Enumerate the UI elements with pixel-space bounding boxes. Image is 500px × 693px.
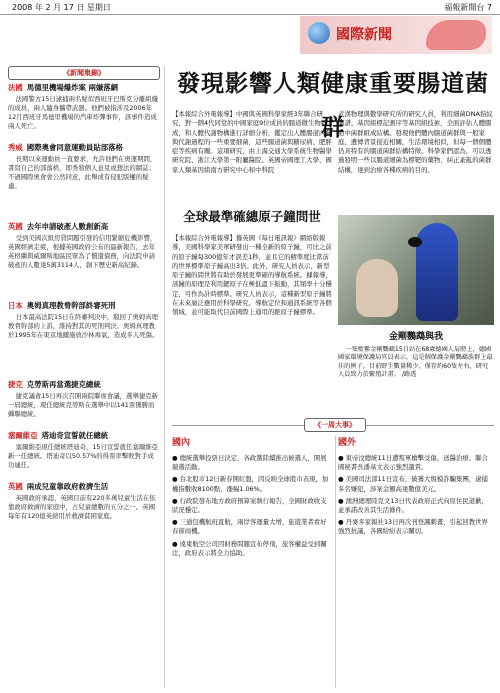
news-item: [4, 298, 164, 377]
news-item-title: [8, 83, 160, 93]
domestic-news: [172, 436, 332, 688]
news-item: [4, 479, 164, 530]
photo-caption: 一隻藍紫金剛鸚鵡15日站在68歲德國人肩膀上，德國國家環境保護局官員表示，這是個保護金剛鸚鵡族群上最佳的例子。目前野生數量稀少，僅存約60隻左右，研究人員致力於繁殖計畫。 /路透: [338, 346, 493, 379]
news-list: [4, 80, 164, 530]
news-item-body: 英國政府承認，英國目前有220多萬兒童生活在依靠政府救濟的家庭中，占兒童總數的五分之一。英國每年有120億英鎊用於救濟貧困家庭。: [8, 494, 156, 520]
news-item-title: [8, 301, 160, 311]
news-item-place: 捷克: [8, 380, 23, 389]
news-item-headline: 塔迪奇宣誓就任總統: [41, 431, 109, 440]
week-title: 《一周大事》: [304, 418, 366, 432]
news-item-body: 捷克議會15日再次召開兩院聯席會議，選舉捷克新一屆總統，現任總統克勞斯在選舉中以141票獲勝而蟬聯總統。: [8, 392, 159, 418]
week-item: ● 澳洲總理陸克文13日代表政府正式向原住民道歉，並承諾改善其生活條件。: [338, 496, 488, 515]
news-item-body: 日本最高法院15日在終審判決中，駁回了奧姆真理教脅幹部的上訴，維持對其的死刑判決。奧姆真理教於1995年在東京地鐵施放沙林毒氣，造成多人死傷。: [8, 313, 159, 339]
week-item: ● 丹麥多家報社13日再次刊登諷刺畫，引起回教世界強烈抗議，各國紛紛表示關切。: [338, 518, 488, 536]
international-label: 國外: [338, 438, 357, 448]
news-item-headline: 兩成兒童靠政府救濟生活: [26, 482, 109, 491]
top-bar: [0, 0, 500, 15]
column-divider: [335, 436, 336, 688]
week-header: [172, 418, 494, 432]
news-item-body: 受到美國次級房貸問題引發的信用緊縮危機影響，英國經濟走疲，根據英國政府公布的最新報告，去年英格蘭與威爾斯地區民眾為了償還債務，向法院申請破產的人數達5萬3114人，創下歷史新高紀錄。: [8, 234, 157, 269]
atomic-clock-body: 【本報綜合外電報導】據英國《每日電訊報》網絡版報導，美國科學家美軍研發出一種全新的原子鐘，可比之前的原子鐘每300億年才誤差1秒，並且它的精準度比當前的世界標準原子鐘高出3倍。此外，研究人員表示，新型原子鐘的問世將有助於發展更準確的導航系統。據報導，該鐘的原理是利用鍶原子在極低溫下振動，其頻率十分穩定，可作為計時標準。研究人員表示，這種新型原子鐘將在未來廣泛應用於科學研究、導航定位和通訊系統等各個領域，並可能取代目前國際上通用的銫原子鐘標準。: [172, 234, 332, 317]
week-item: ● 行政院發布地方政府預算案執行報告，全國財政收支狀況穩定。: [172, 496, 327, 515]
domestic-label: 國內: [172, 438, 191, 448]
news-item-place: 塞爾維亞: [8, 431, 38, 440]
news-item-title: [8, 222, 160, 232]
news-item-place: 英國: [8, 222, 23, 231]
news-item-place: 秀威: [8, 143, 23, 152]
week-item: ● 遠東航空公司因財務問題宣布停飛，旅客權益受到關注，政府表示將全力協助。: [172, 539, 327, 557]
news-item: [4, 80, 164, 140]
photo-macaw: [416, 223, 458, 321]
news-item-headline: 國際奧會同意運動員貼部落格: [26, 143, 123, 152]
international-news: [338, 436, 494, 688]
news-item: [4, 219, 164, 298]
photo-person: [356, 259, 398, 317]
week-item: ● 三通包機航班直航，兩岸客運量大增，旅遊業者看好春節商機。: [172, 518, 327, 536]
news-item-title: [8, 143, 160, 153]
week-item: ● 台北股市12日新春開紅盤，因反映全球股市表現，加權指數收8100點，漲幅1.06%。: [172, 475, 329, 493]
news-item-headline: 奧姆真理教脅幹部終審死刑: [26, 301, 116, 310]
news-item-place: 法國: [8, 83, 23, 92]
main-article-body: 【本報綜合外電報導】中國與英國科學家經3年聯合研究，對一個4代同堂的中國家庭9位成員的腸道微生物組成，和人體代謝物構進行詳細分析，鑑定出人體腸道內參與代謝過程的一些重要細菌，這些腸道菌與糖尿病、肥胖症等疾病有關。這項研究，由上海交通大學系統生物醫學研究院、浙江大學第一附屬醫院、英國帝國理工大學、國家人類基因組南方研究中心和中科院: [172, 110, 332, 174]
news-item: [4, 140, 164, 219]
section-banner: [300, 16, 492, 54]
news-item-body: 長期以來運動員一直要求，允許他們在奧運期間，書寫自己的部落格，即秀發個人意見或想法的網誌；不過國際奧會會公然同意，此舉或有侵犯版權的疑慮。: [8, 155, 157, 190]
news-item-place: 英國: [8, 482, 23, 491]
main-article-continued: 武漢物理與數學研究所的研究人員，利用細菌DNA指紋圖譜、基因組標記測序等基因組技術，全面評估人體腸道中菌群組成結構。發現他們體內腸道菌群與一般家庭、遺傳背景接近相關，生活環境相似，但每一個個體仍具特有的腸道菌群結構特徵。科學家們認為，可以透過發明一些以腸道細菌為標靶的藥物，糾正紊亂的菌群結構，達到治療各種疾病的目的。: [338, 110, 493, 174]
domestic-list: [172, 454, 332, 558]
news-item-title: [8, 482, 160, 492]
news-item-headline: 去年申請破產人數創新高: [26, 222, 109, 231]
photo-beak: [408, 237, 422, 247]
news-item-body: 塞爾維亞現任總統塔迪奇，15日宣誓就任塞爾維亞新一任總統。塔迪奇以50.57%的得票率擊敗對手成功連任。: [8, 443, 159, 469]
news-item-headline: 克勞斯再當選捷克總統: [26, 380, 101, 389]
week-item: ● 美國司法部11日宣布，破獲大規模詐騙集團，逮捕多名嫌犯，涉案金額高達數億美元。: [338, 475, 488, 493]
week-item: ● 東帝汶總統11日遭叛軍槍擊受傷，送醫治療。聯合國秘書長潘基文表示強烈譴責。: [338, 454, 488, 472]
news-item: [4, 377, 164, 428]
news-item-body: 法國警方15日逮捕兩名疑似西班牙巴斯克分離組織的成員，兩人隨身攜帶武器。他們被指涉及2006年12月西班牙馬德里機場的汽車炸彈事件，該事件造成兩人死亡。: [8, 95, 159, 130]
news-item-title: [8, 431, 160, 441]
news-item-headline: 馬德里機場爆炸案 兩嫌落網: [26, 83, 119, 92]
week-item: ● 總統選舉投票日決定，各政黨陸續推出候選人，開展競選活動。: [172, 454, 327, 472]
photo-caption-title: 金剛鸚鵡與我: [388, 332, 443, 342]
news-item-place: 日本: [8, 301, 23, 310]
parrot-photo: [338, 215, 494, 325]
page-label: 福報新聞台 7: [444, 3, 492, 12]
news-item: [4, 428, 164, 479]
globe-icon: [308, 22, 330, 44]
issue-date: 2008 年 2 月 17 日 星期日: [12, 3, 111, 12]
international-list: [338, 454, 494, 537]
news-roundup-column: [4, 66, 165, 688]
atomic-clock-headline: 全球最準確總原子鐘問世: [183, 209, 321, 224]
world-map-icon: [426, 20, 486, 50]
section-name: 國際新聞: [336, 27, 392, 43]
main-headline: 發現影響人類健康重要腸道菌群: [177, 70, 489, 141]
news-roundup-title: 《新聞集錦》: [8, 66, 160, 80]
news-item-title: [8, 380, 160, 390]
